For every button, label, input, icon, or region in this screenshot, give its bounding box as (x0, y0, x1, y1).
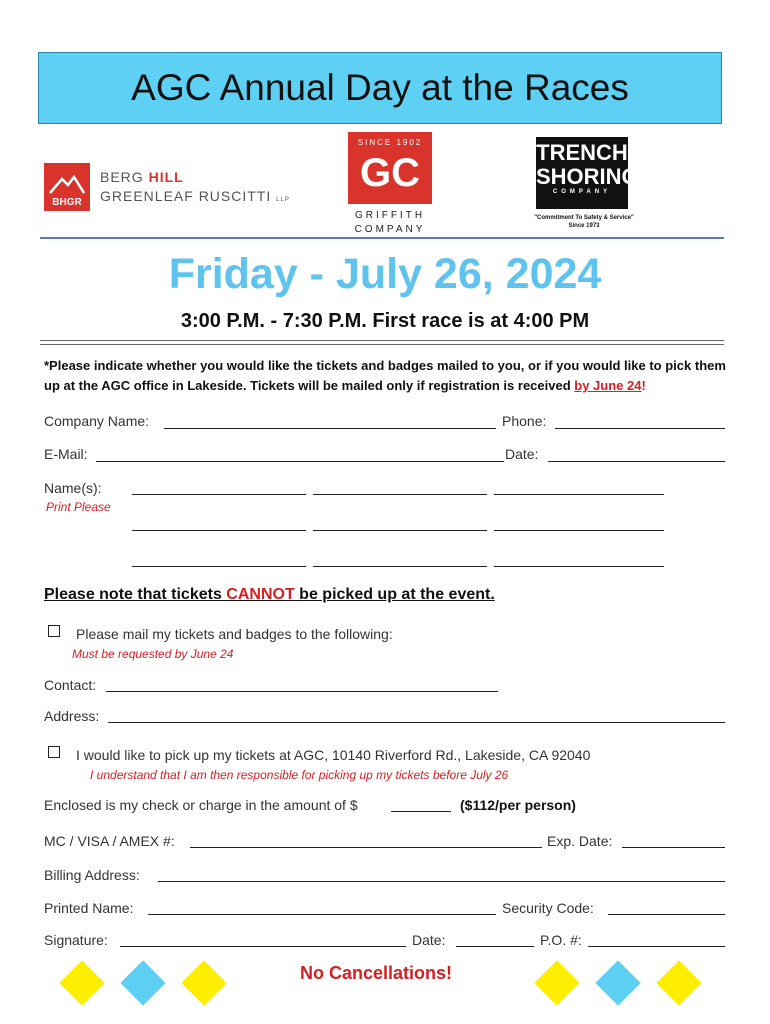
trench-line2: SHORING (536, 164, 639, 189)
bhgr-mark: BHGR (52, 197, 82, 208)
griffith-line1: GRIFFITH (354, 210, 426, 221)
phone-label: Phone: (502, 413, 547, 429)
address-field[interactable] (108, 722, 725, 723)
blue-diamond-icon (595, 960, 640, 1005)
billing-label: Billing Address: (44, 867, 140, 883)
pickup-option-label: I would like to pick up my tickets at AGC, 10140 Riverford Rd., Lakeside, CA 92040 (76, 747, 591, 763)
yellow-diamond-icon (534, 960, 579, 1005)
mail-note: Must be requested by June 24 (72, 647, 234, 661)
griffith-mark: GC (360, 151, 420, 195)
mail-tickets-checkbox[interactable] (48, 625, 60, 637)
phone-field[interactable] (555, 428, 725, 429)
trench-line1: TRENCH (536, 140, 628, 165)
card-label: MC / VISA / AMEX #: (44, 833, 175, 849)
instructions-note (44, 356, 734, 396)
warning-post: be picked up at the event. (294, 586, 495, 603)
bhgr-wordmark (100, 168, 290, 210)
trench-since: Since 1973 (568, 223, 600, 229)
address-label: Address: (44, 708, 100, 724)
print-please-note: Print Please (46, 500, 111, 514)
pickup-warning (44, 586, 495, 604)
pickup-note: I understand that I am then responsible for picking up my tickets before July 26 (90, 768, 509, 782)
date2-field[interactable] (456, 946, 534, 947)
exp-label: Exp. Date: (547, 833, 613, 849)
pickup-tickets-checkbox[interactable] (48, 746, 60, 758)
event-date: Friday - July 26, 2024 (168, 250, 602, 298)
divider (40, 237, 724, 239)
printed-name-label: Printed Name: (44, 900, 134, 916)
bhgr-line2: GREENLEAF RUSCITTI (100, 188, 272, 204)
date2-label: Date: (412, 932, 446, 948)
trench-mark-box (536, 137, 639, 209)
griffith-mark-box (348, 132, 432, 204)
bhgr-llp: LLP (276, 197, 290, 203)
billing-address-field[interactable] (158, 881, 725, 882)
company-label: Company Name: (44, 413, 150, 429)
griffith-logo (348, 132, 432, 235)
security-code-label: Security Code: (502, 900, 594, 916)
printed-name-field[interactable] (148, 914, 496, 915)
bhgr-logo (44, 160, 314, 212)
signature-field[interactable] (120, 946, 406, 947)
names-label: Name(s): (44, 480, 102, 496)
warning-pre: Please note that tickets (44, 586, 227, 603)
trench-shoring-logo (534, 137, 639, 233)
exp-date-field[interactable] (622, 847, 725, 848)
date-label: Date: (505, 446, 539, 462)
no-cancellations-text: No Cancellations! (300, 963, 453, 983)
note-text: *Please indicate whether you would like the tickets and badges mailed to you, or if you would like to pick them up at the AGC office in Lakeside. Tickets will be mailed only if registration is received (44, 358, 726, 393)
note-end: ! (641, 378, 646, 393)
yellow-diamond-icon (181, 960, 226, 1005)
mail-option-label: Please mail my tickets and badges to the following: (76, 626, 393, 642)
price-label: ($112/per person) (460, 797, 576, 813)
name-field[interactable] (132, 494, 306, 495)
card-number-field[interactable] (190, 847, 542, 848)
page-title: AGC Annual Day at the Races (131, 67, 629, 108)
griffith-line2: COMPANY (354, 224, 426, 235)
name-field[interactable] (313, 530, 487, 531)
name-field[interactable] (494, 530, 664, 531)
trench-tagline: "Commitment To Safety & Service" (534, 215, 634, 221)
po-label: P.O. #: (540, 932, 582, 948)
double-divider (40, 340, 724, 345)
email-field[interactable] (96, 461, 504, 462)
name-field[interactable] (313, 494, 487, 495)
note-deadline: by June 24 (574, 378, 642, 393)
bhgr-line1a: BERG (100, 169, 149, 185)
yellow-diamond-icon (59, 960, 104, 1005)
security-code-field[interactable] (608, 914, 725, 915)
griffith-since: SINCE 1902 (357, 138, 423, 147)
amount-field[interactable] (391, 811, 451, 812)
name-field[interactable] (132, 530, 306, 531)
email-label: E-Mail: (44, 446, 88, 462)
po-field[interactable] (588, 946, 725, 947)
enclosed-label: Enclosed is my check or charge in the amount of $ (44, 797, 358, 813)
name-field[interactable] (494, 566, 664, 567)
title-banner (38, 52, 722, 124)
warning-red: CANNOT (226, 586, 295, 603)
date-field[interactable] (548, 461, 725, 462)
blue-diamond-icon (120, 960, 165, 1005)
company-field[interactable] (164, 428, 496, 429)
contact-label: Contact: (44, 677, 97, 693)
yellow-diamond-icon (656, 960, 701, 1005)
event-time: 3:00 P.M. - 7:30 P.M. First race is at 4:00 PM (180, 310, 590, 332)
bhgr-line1b: HILL (148, 169, 184, 185)
trench-line3: COMPANY (552, 189, 612, 195)
bhgr-mountain-icon (44, 163, 90, 211)
name-field[interactable] (494, 494, 664, 495)
signature-label: Signature: (44, 932, 108, 948)
name-field[interactable] (313, 566, 487, 567)
name-field[interactable] (132, 566, 306, 567)
contact-field[interactable] (106, 691, 498, 692)
